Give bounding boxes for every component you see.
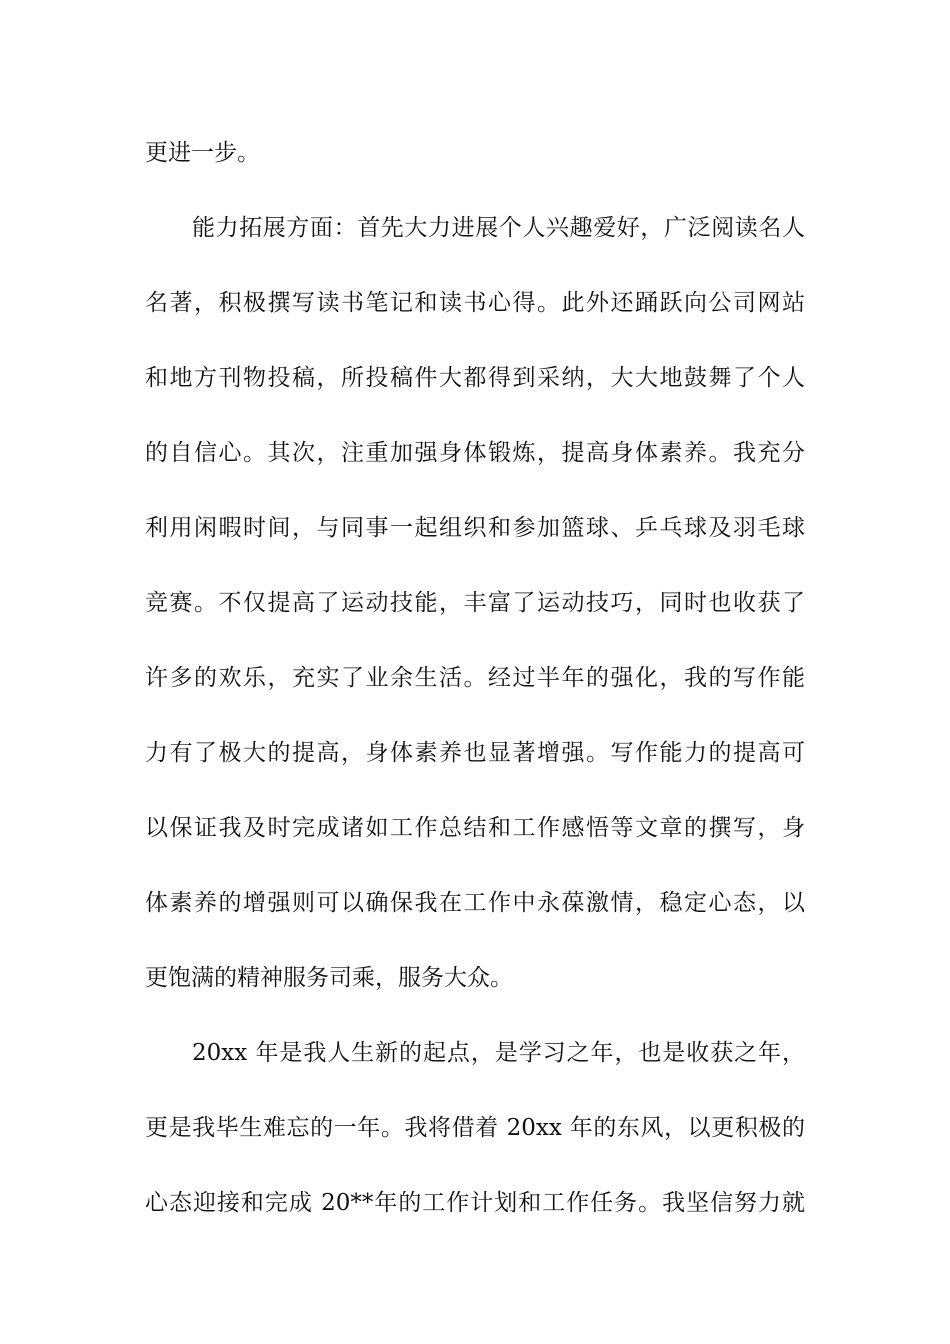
text-line: 能力拓展方面：首先大力进展个人兴趣爱好，广泛阅读名人 bbox=[192, 215, 805, 241]
text-line: 更是我毕生难忘的一年。我将借着 20xx 年的东风，以更积极的 bbox=[145, 1115, 805, 1141]
text-line: 的自信心。其次，注重加强身体锻炼，提高身体素养。我充分 bbox=[145, 440, 805, 466]
text-line: 利用闲暇时间，与同事一起组织和参加篮球、乒乓球及羽毛球 bbox=[145, 515, 805, 541]
text-line: 心态迎接和完成 20**年的工作计划和工作任务。我坚信努力就 bbox=[145, 1190, 805, 1216]
text-line: 许多的欢乐，充实了业余生活。经过半年的强化，我的写作能 bbox=[145, 665, 805, 691]
text-line: 更饱满的精神服务司乘，服务大众。 bbox=[145, 965, 513, 991]
text-line: 体素养的增强则可以确保我在工作中永葆激情，稳定心态，以 bbox=[145, 890, 805, 916]
text-line: 20xx 年是我人生新的起点，是学习之年，也是收获之年， bbox=[192, 1040, 805, 1066]
text-line: 竞赛。不仅提高了运动技能，丰富了运动技巧，同时也收获了 bbox=[145, 590, 805, 616]
text-line: 力有了极大的提高，身体素养也显著增强。写作能力的提高可 bbox=[145, 740, 805, 766]
text-line: 和地方刊物投稿，所投稿件大都得到采纳，大大地鼓舞了个人 bbox=[145, 365, 805, 391]
text-line: 以保证我及时完成诸如工作总结和工作感悟等文章的撰写，身 bbox=[145, 815, 805, 841]
text-line: 名著，积极撰写读书笔记和读书心得。此外还踊跃向公司网站 bbox=[145, 290, 805, 316]
text-line: 更进一步。 bbox=[145, 140, 260, 166]
